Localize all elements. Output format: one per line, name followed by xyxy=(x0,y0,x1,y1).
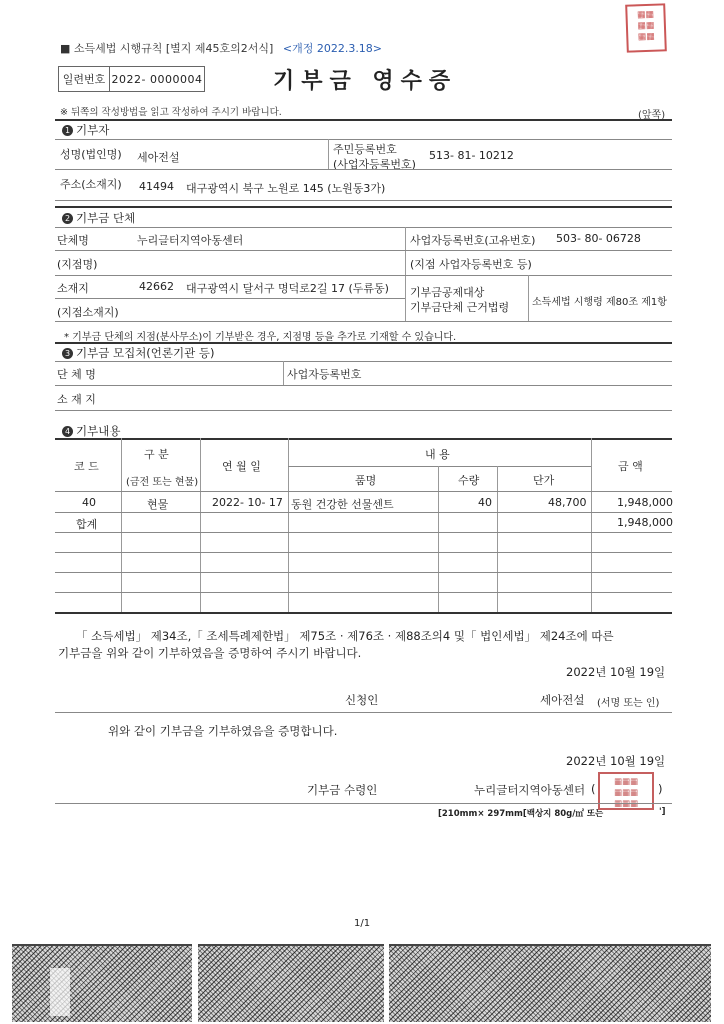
scanned-image-strip xyxy=(389,944,711,1022)
donor-regno-value: 513- 81- 10212 xyxy=(429,149,514,162)
org-name-value: 누리글터지역아동센터 xyxy=(137,234,244,247)
serial-value: 2022- 0000004 xyxy=(111,72,203,86)
org-branch-note: * 기부금 단체의 지점(분사무소)이 기부받은 경우, 지점명 등을 추가로 기재할 수 있습니다. xyxy=(64,332,457,343)
divider xyxy=(55,712,672,713)
org-basis-value: 소득세법 시행령 제80조 제1항 xyxy=(532,297,667,308)
section-title: 기부금 단체 xyxy=(76,211,136,225)
divider xyxy=(55,612,672,614)
divider xyxy=(55,227,672,228)
certification-text: 위와 같이 기부금을 기부하였음을 증명합니다. xyxy=(108,724,338,738)
org-branch-bizno-label: (지점 사업자등록번호 등) xyxy=(410,258,532,271)
divider xyxy=(55,438,672,440)
scanned-image-strip xyxy=(12,944,192,1022)
divider xyxy=(528,275,529,321)
section-title: 기부자 xyxy=(76,123,110,137)
divider xyxy=(55,321,672,322)
row-code: 40 xyxy=(82,496,96,509)
org-branch-label: (지점명) xyxy=(57,258,98,271)
recipient-label: 기부금 수령인 xyxy=(307,783,378,797)
org-basis-label-2: 기부금단체 근거법령 xyxy=(410,301,510,314)
section-number-badge: 1 xyxy=(62,125,73,136)
donor-regno-label-2: (사업자등록번호) xyxy=(333,158,416,171)
divider xyxy=(55,250,672,251)
section-details-heading xyxy=(62,423,120,439)
total-label: 합계 xyxy=(76,518,98,531)
paren-open: ( xyxy=(591,782,596,796)
divider xyxy=(55,491,672,492)
donor-address-zip: 41494 xyxy=(139,180,174,193)
col-price-header: 단가 xyxy=(533,474,555,487)
form-reference xyxy=(60,40,382,56)
org-location-value: 대구광역시 달서구 명덕로2길 17 (두류동) xyxy=(186,282,389,295)
divider xyxy=(591,438,592,612)
section-agency-heading xyxy=(62,345,214,361)
paper-spec-bracket: '] xyxy=(659,807,666,817)
donor-name-label: 성명(법인명) xyxy=(60,148,122,161)
divider xyxy=(405,227,406,321)
divider xyxy=(55,275,672,276)
section-org-heading xyxy=(62,210,135,226)
agency-location-label: 소 재 지 xyxy=(57,393,96,406)
agency-bizno-label: 사업자등록번호 xyxy=(287,368,362,381)
row-amount: 1,948,000 xyxy=(617,496,673,509)
section-number-badge: 3 xyxy=(62,348,73,359)
recipient-name: 누리글터지역아동센터 xyxy=(474,783,586,797)
donor-address-label: 주소(소재지) xyxy=(60,178,122,191)
divider xyxy=(55,119,672,121)
row-date: 2022- 10- 17 xyxy=(212,496,283,509)
col-type-header-1: 구 분 xyxy=(144,448,169,461)
revision-date: <개정 2022.3.18> xyxy=(282,42,383,55)
divider xyxy=(328,139,329,169)
total-amount: 1,948,000 xyxy=(617,516,673,529)
divider xyxy=(55,592,672,593)
divider xyxy=(288,438,289,612)
donor-regno-label-1: 주민등록번호 xyxy=(333,143,397,156)
applicant-label: 신청인 xyxy=(345,693,379,707)
col-type-header-2: (금전 또는 현물) xyxy=(126,477,199,488)
divider xyxy=(55,572,672,573)
divider xyxy=(497,466,498,612)
row-item: 동원 건강한 선물센트 xyxy=(291,498,394,511)
section-title: 기부금 모집처(언론기관 등) xyxy=(76,346,215,360)
org-bizno-label: 사업자등록번호(고유번호) xyxy=(410,234,536,247)
divider xyxy=(55,361,672,362)
serial-label: 일련번호 xyxy=(59,67,110,91)
seal-stamp-top: ▦▦ ▦▦ ▦▦ xyxy=(625,3,667,52)
form-ref-text: ■ 소득세법 시행규칙 [별지 제45호의2서식] xyxy=(60,42,274,55)
divider xyxy=(55,206,672,208)
org-name-label: 단체명 xyxy=(57,234,89,247)
org-location-zip: 42662 xyxy=(139,280,174,293)
divider xyxy=(55,169,672,170)
donor-address-value: 대구광역시 북구 노원로 145 (노원동3가) xyxy=(186,182,386,195)
col-code-header: 코 드 xyxy=(74,460,99,473)
divider xyxy=(55,139,672,140)
col-amount-header: 금 액 xyxy=(618,460,643,473)
donor-name-value: 세아전설 xyxy=(137,151,180,164)
row-type: 현물 xyxy=(147,498,169,511)
scanned-image-strip xyxy=(198,944,384,1022)
applicant-name: 세아전설 xyxy=(540,693,585,707)
section-donor-heading xyxy=(62,122,109,138)
org-basis-label-1: 기부금공제대상 xyxy=(410,286,485,299)
divider xyxy=(121,438,122,612)
divider xyxy=(55,200,672,201)
front-side-label: (앞쪽) xyxy=(638,110,666,121)
col-qty-header: 수량 xyxy=(458,474,480,487)
paper-spec: [210mm× 297mm[백상지 80g/㎡ 또는 xyxy=(438,809,604,819)
col-item-header: 품명 xyxy=(355,474,377,487)
instruction-note: ※ 뒤쪽의 작성방법을 읽고 작성하여 주시기 바랍니다. xyxy=(60,107,282,118)
statement-line-2: 기부금을 위와 같이 기부하였음을 증명하여 주시기 바랍니다. xyxy=(58,646,362,660)
page-number: 1/1 xyxy=(354,918,371,929)
divider xyxy=(55,552,672,553)
serial-number-box xyxy=(58,66,205,92)
document-title: 기부금 영수증 xyxy=(273,69,458,94)
applicant-signature-hint: (서명 또는 인) xyxy=(597,698,660,709)
divider xyxy=(288,466,591,467)
divider xyxy=(438,466,439,612)
recipient-seal-stamp: ▦▦▦ ▦▦▦ ▦▦▦ xyxy=(598,772,654,810)
divider xyxy=(55,532,672,533)
divider xyxy=(55,512,672,513)
agency-name-label: 단 체 명 xyxy=(57,368,96,381)
col-content-header: 내 용 xyxy=(425,448,450,461)
paren-close: ) xyxy=(658,782,663,796)
divider xyxy=(55,803,672,804)
org-bizno-value: 503- 80- 06728 xyxy=(556,232,641,245)
section-title: 기부내용 xyxy=(76,424,121,438)
divider xyxy=(55,342,672,344)
certification-date: 2022년 10월 19일 xyxy=(566,754,666,768)
divider xyxy=(200,438,201,612)
divider xyxy=(283,361,284,385)
row-price: 48,700 xyxy=(548,496,587,509)
row-qty: 40 xyxy=(478,496,492,509)
section-number-badge: 2 xyxy=(62,213,73,224)
application-date: 2022년 10월 19일 xyxy=(566,665,666,679)
divider xyxy=(55,298,405,299)
org-branch-location-label: (지점소재지) xyxy=(57,306,119,319)
org-location-label: 소재지 xyxy=(57,282,89,295)
section-number-badge: 4 xyxy=(62,426,73,437)
divider xyxy=(55,410,672,411)
statement-line-1: 「 소득세법」 제34조,「 조세특례제한법」 제75조 · 제76조 · 제88조의4 및「 법인세법」 제24조에 따른 xyxy=(76,629,614,643)
col-date-header: 연 월 일 xyxy=(222,460,261,473)
divider xyxy=(55,385,672,386)
